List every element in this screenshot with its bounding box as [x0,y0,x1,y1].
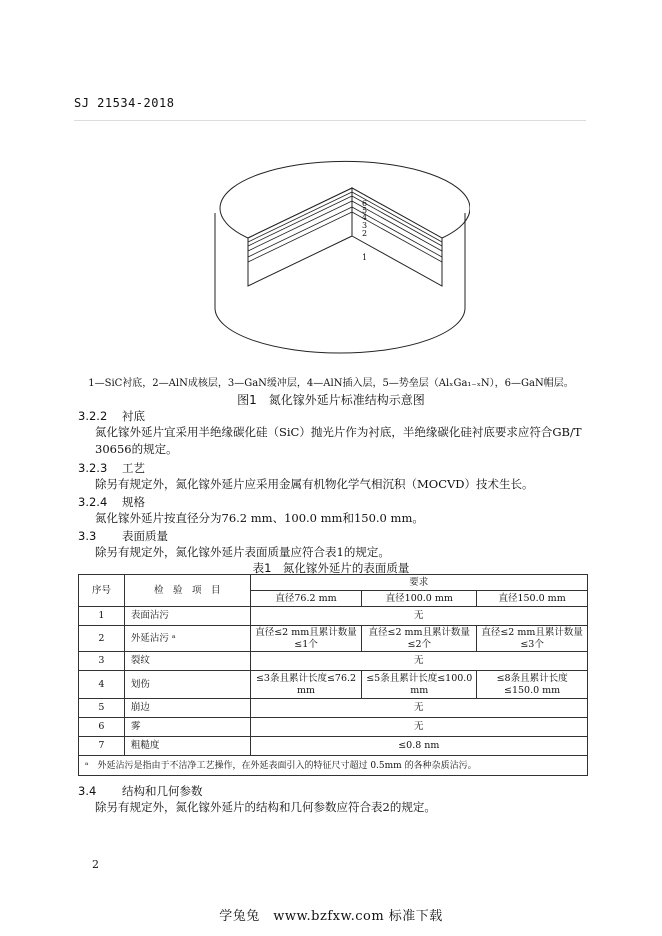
header-requirement: 要求 [250,575,587,591]
header-diameter-150: 直径150.0 mm [477,591,588,607]
layer-label-6: 6 [362,199,368,208]
section-text-3-3: 除另有规定外，氮化镓外延片表面质量应符合表1的规定。 [95,545,390,559]
wafer-structure-figure [210,138,470,370]
header-item: 检 验 项 目 [124,575,250,607]
figure-legend: 1—SiC衬底，2—AlN成核层，3—GaN缓冲层，4—AlN插入层，5—势垒层（AlₓGa₁₋ₓN），6—GaN帽层。 [88,378,574,389]
section-text-3-2-3: 除另有规定外，氮化镓外延片应采用金属有机物化学气相沉积（MOCVD）技术生长。 [95,477,534,491]
table-title: 表1 氮化镓外延片的表面质量 [252,561,410,575]
layer-label-5: 5 [362,206,368,215]
layer-label-3: 3 [362,221,368,230]
section-text-3-2-2: 氮化镓外延片宜采用半绝缘碳化硅（SiC）抛光片作为衬底，半绝缘碳化硅衬底要求应符合GB/T 30656的规定。 [95,425,582,456]
section-heading-3-3: 3.3 表面质量 [78,529,168,543]
section-text-3-4: 除另有规定外，氮化镓外延片的结构和几何参数应符合表2的规定。 [95,800,436,814]
header-divider [74,120,586,121]
header-diameter-100: 直径100.0 mm [362,591,477,607]
table-row: 1 表面沾污 无 [79,607,588,626]
surface-quality-table [78,574,588,776]
page-number: 2 [92,858,99,871]
table-row: 5 崩边 无 [79,699,588,718]
header-diameter-76: 直径76.2 mm [250,591,362,607]
table-footnote: ᵃ 外延沾污是指由于不洁净工艺操作，在外延表面引入的特征尺寸超过 0.5mm 的各种杂质沾污。 [79,756,588,776]
section-heading-3-2-4: 3.2.4 规格 [78,495,145,509]
layer-label-1: 1 [362,253,368,262]
layer-label-2: 2 [362,229,368,238]
table-row: 6 雾 无 [79,718,588,737]
section-heading-3-4: 3.4 结构和几何参数 [78,784,203,798]
layer-label-4: 4 [362,213,368,222]
figure-title: 图1 氮化镓外延片标准结构示意图 [237,393,425,407]
table-row: 7 粗糙度 ≤0.8 nm [79,737,588,756]
table-row: 2 外延沾污 ᵃ 直径≤2 mm且累计数量≤1个 直径≤2 mm且累计数量≤2个 直径≤2 mm且累计数量≤3个 [79,626,588,652]
document-code: SJ 21534-2018 [74,96,175,110]
section-heading-3-2-2: 3.2.2 衬底 [78,409,145,423]
section-text-3-2-4: 氮化镓外延片按直径分为76.2 mm、100.0 mm和150.0 mm。 [95,511,424,525]
footer-watermark: 学兔兔 www.bzfxw.com 标准下载 [219,909,443,924]
header-seq: 序号 [79,575,125,607]
table-row: 4 划伤 ≤3条且累计长度≤76.2 mm ≤5条且累计长度≤100.0 mm ≤8条且累计长度≤150.0 mm [79,671,588,699]
section-heading-3-2-3: 3.2.3 工艺 [78,461,145,475]
table-row: 3 裂纹 无 [79,652,588,671]
